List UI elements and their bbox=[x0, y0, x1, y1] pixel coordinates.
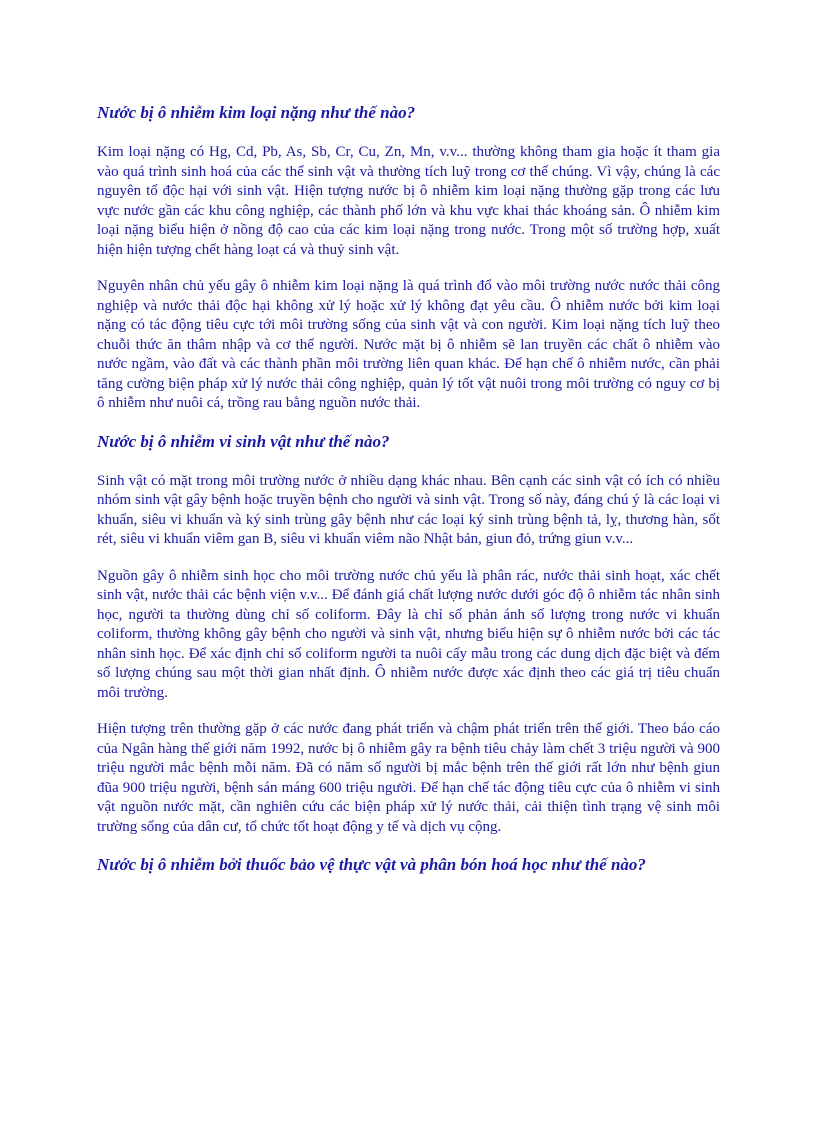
heading-heavy-metal-pollution: Nước bị ô nhiễm kim loại nặng như thế nào? bbox=[97, 103, 416, 122]
paragraph-microbial-impact: Hiện tượng trên thường gặp ở các nước đang phát triển và chậm phát triển trên thế giới. Theo báo cáo của Ngân hàng thế giới năm 1992, nước bị ô nhiễm gây ra bệnh tiêu chảy làm chết 3 triệu người và 900 triệu người mắc bệnh mỗi năm. Đã có năm số người bị mắc bệnh trên thế giới rất lớn như bệnh giun đũa 900 triệu người, bệnh sán máng 600 triệu người. Để hạn chế tác động tiêu cực của ô nhiễm vi sinh vật nguồn nước mặt, cần nghiên cứu các biện pháp xử lý nước thải, cải thiện tình trạng vệ sinh môi trường sống của dân cư, tổ chức tốt hoạt động y tế và dịch vụ cộng. bbox=[97, 721, 720, 835]
paragraph-heavy-metal-intro: Kim loại nặng có Hg, Cd, Pb, As, Sb, Cr, Cu, Zn, Mn, v.v... thường không tham gia hoặc ít tham gia vào quá trình sinh hoá của các thể sinh vật và thường tích luỹ trong cơ thể chúng. Vì vậy, chúng là các nguyên tố độc hại với sinh vật. Hiện tượng nước bị ô nhiễm kim loại nặng thường gặp trong các lưu vực nước gần các khu công nghiệp, các thành phố lớn và khu vực khai thác khoáng sản. Ô nhiễm kim loại nặng biểu hiện ở nồng độ cao của các kim loại nặng trong nước. Trong một số trường hợp, xuất hiện hiện tượng chết hàng loạt cá và thuỷ sinh vật. bbox=[97, 144, 720, 258]
paragraph-microbial-intro: Sinh vật có mặt trong môi trường nước ở nhiều dạng khác nhau. Bên cạnh các sinh vật có ích có nhiều nhóm sinh vật gây bệnh hoặc truyền bệnh cho người và sinh vật. Trong số này, đáng chú ý là các loại vi khuẩn, siêu vi khuẩn và ký sinh trùng gây bệnh như các loại ký sinh trùng bệnh tả, lỵ, thương hàn, sốt rét, siêu vi khuẩn viêm gan B, siêu vi khuẩn viêm não Nhật bản, giun đỏ, trứng giun v.v... bbox=[97, 472, 720, 547]
paragraph-heavy-metal-causes: Nguyên nhân chủ yếu gây ô nhiễm kim loại nặng là quá trình đổ vào môi trường nước nước thải công nghiệp và nước thải độc hại không xử lý hoặc xử lý không đạt yêu cầu. Ô nhiễm nước bởi kim loại nặng có tác động tiêu cực tới môi trường sống của sinh vật và con người. Kim loại nặng tích luỹ theo chuỗi thức ăn thâm nhập và cơ thể người. Nước mặt bị ô nhiễm sẽ lan truyền các chất ô nhiễm vào nước ngầm, vào đất và các thành phần môi trường liên quan khác. Để hạn chế ô nhiễm nước, cần phải tăng cường biện pháp xử lý nước thải công nghiệp, quản lý tốt vật nuôi trong môi trường có nguy cơ bị ô nhiễm như nuôi cá, trồng rau bằng nguồn nước thải. bbox=[97, 278, 720, 411]
document-page bbox=[97, 102, 720, 895]
heading-pesticide-fertilizer-pollution: Nước bị ô nhiễm bởi thuốc bảo vệ thực vật và phân bón hoá học như thế nào? bbox=[97, 855, 646, 874]
paragraph-microbial-sources: Nguồn gây ô nhiễm sinh học cho môi trường nước chủ yếu là phân rác, nước thải sinh hoạt, xác chết sinh vật, nước thải các bệnh viện v.v... Để đánh giá chất lượng nước dưới góc độ ô nhiễm tác nhân sinh học, người ta thường dùng chỉ số coliform. Đây là chỉ số phản ánh số lượng trong nước vi khuẩn coliform, thường không gây bệnh cho người và sinh vật, nhưng biểu hiện sự ô nhiễm nước bởi các tác nhân sinh học. Để xác định chỉ số coliform người ta nuôi cấy mẫu trong các dung dịch đặc biệt và đếm số lượng chúng sau một thời gian nhất định. Ô nhiễm nước được xác định theo các giá trị tiêu chuẩn môi trường. bbox=[97, 567, 720, 701]
heading-microbial-pollution: Nước bị ô nhiễm vi sinh vật như thế nào? bbox=[97, 431, 390, 451]
